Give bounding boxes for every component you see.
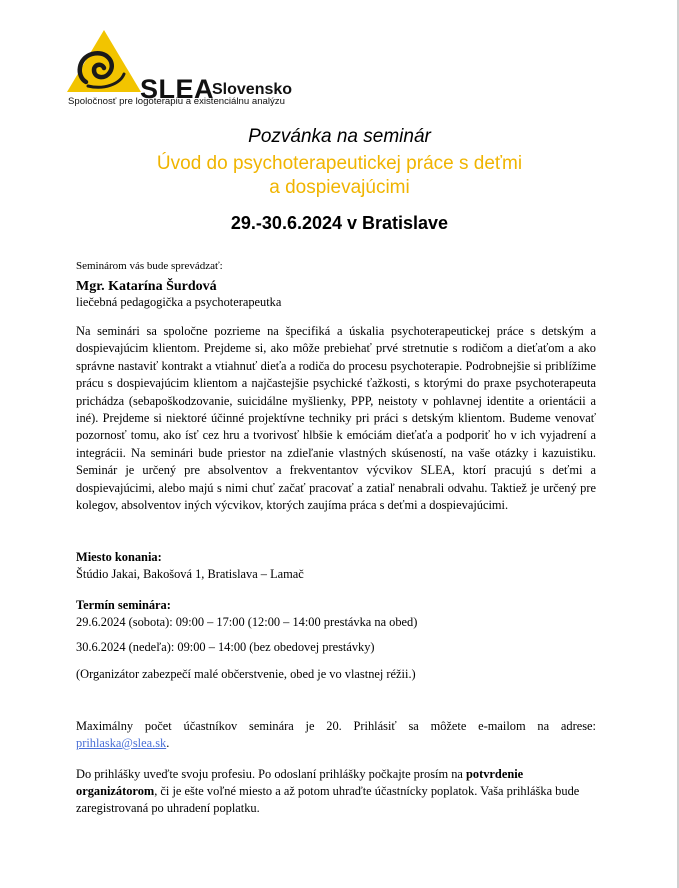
venue-address: Štúdio Jakai, Bakošová 1, Bratislava – Lamač (76, 567, 304, 581)
venue-label: Miesto konania: (76, 550, 162, 564)
schedule-day-1: 29.6.2024 (sobota): 09:00 – 17:00 (12:00 – 14:00 prestávka na obed) (76, 615, 418, 629)
seminar-date-place: 29.-30.6.2024 v Bratislave (230, 213, 449, 233)
lecturer-name: Mgr. Katarína Šurdová (76, 279, 217, 294)
seminar-description: Na seminári sa spoločne pozrieme na špecifiká a úskalia psychoterapeutickej práce s detským a dospievajúcim klientom. Prejdeme si, ako môže prebiehať prvé stretnutie s rodičom a dieťaťom a ako správne nastaviť kontrakt a vtiahnuť dieťa a rodiča do procesu psychoterapie. Podrobnejšie si priblížime prácu s dospievajúcim klientom a najčastejšie psychické ťažkosti, s ktorými do praxe psychoterapeuta prichádza (sebapoškodzovanie, suicidálne myšlienky, PPP, neistoty v pohlavnej identite a orientácii a iné). Prejdeme si niektoré účinné projektívne techniky pri práci s detským klientom. Budeme venovať pozornosť tomu, ako ísť cez hru a tvorivosť hlbšie k emóciám dieťaťa a podporiť ho v ich vyjadrení a integrácii. Na seminári bude priestor na zdieľanie vlastných skúseností, na vaše otázky i kazuistiku. Seminár je určený pre absolventov a frekventantov výcvikov SLEA, ktorí pracujú s deťmi a dospievajúcimi, alebo majú s nimi chuť začať pracovať a zatiaľ nenabrali odvahu. Taktiež je určený pre kolegov, absolventov iných výcvikov, ktorých zaujíma práca s deťmi a dospievajúcimi. (76, 324, 596, 513)
spiral-triangle-logo-icon (64, 28, 144, 94)
seminar-title-line-2: a dospievajúcimi (269, 177, 410, 198)
registration-email-link[interactable]: prihlaska@slea.sk (76, 736, 167, 750)
logo-name: SLEA (140, 74, 215, 104)
email-suffix: . (166, 736, 170, 750)
application-note-part-1: Do prihlášky uveďte svoju profesiu. Po odoslaní prihlášky počkajte prosím na (76, 767, 463, 781)
seminar-title (0, 152, 679, 200)
application-note-part-2: , či je ešte voľné miesto a až potom uhraďte účastnícky poplatok. Vaša prihláška bude zaregistrovaná po uhradení poplatku. (76, 784, 580, 815)
application-note (76, 766, 596, 817)
slea-logo (64, 28, 324, 112)
logo-country: Slovensko (212, 81, 293, 98)
registration-capacity (76, 718, 596, 752)
lecturer-role: liečebná pedagogička a psychoterapeutka (76, 295, 282, 309)
lecturer-intro: Seminárom vás bude sprevádzať: (76, 260, 223, 272)
application-note-bold: potvrdenie organizátorom (76, 767, 524, 798)
logo-tagline: Spoločnosť pre logoterapiu a existenciálnu analýzu (68, 96, 285, 107)
seminar-title-line-1: Úvod do psychoterapeutickej práce s deťmi (156, 153, 523, 174)
invitation-heading: Pozvánka na seminár (248, 126, 431, 147)
refreshment-note: (Organizátor zabezpečí malé občerstvenie, obed je vo vlastnej réžii.) (76, 667, 416, 681)
schedule-day-2: 30.6.2024 (nedeľa): 09:00 – 14:00 (bez obedovej prestávky) (76, 640, 375, 654)
capacity-text: Maximálny počet účastníkov seminára je 20. Prihlásiť sa môžete e-mailom na adrese: (76, 719, 596, 733)
schedule-label: Termín seminára: (76, 598, 171, 612)
